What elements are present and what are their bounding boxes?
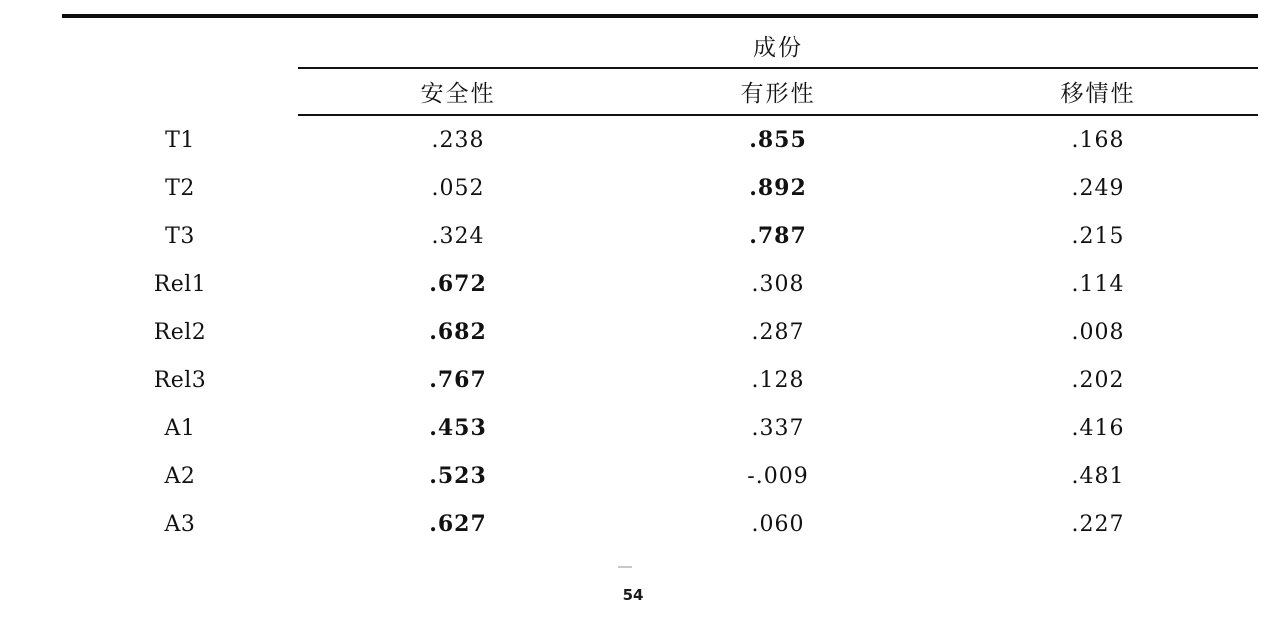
cell-value: .308 bbox=[751, 271, 805, 297]
cell-value: .168 bbox=[1071, 127, 1125, 153]
table-row bbox=[62, 452, 1258, 500]
table-row bbox=[62, 404, 1258, 452]
cell-value: .060 bbox=[751, 511, 805, 537]
cell-value: .892 bbox=[749, 175, 807, 201]
cell-value: .787 bbox=[749, 223, 807, 249]
group-header-row bbox=[62, 24, 1258, 66]
table-row bbox=[62, 356, 1258, 404]
row-label: Rel2 bbox=[153, 319, 207, 345]
cell-value: .682 bbox=[429, 319, 487, 345]
table-row bbox=[62, 212, 1258, 260]
row-label: T1 bbox=[165, 127, 195, 153]
cell-value: .523 bbox=[429, 463, 487, 489]
cell-value: .453 bbox=[429, 415, 487, 441]
row-label: A3 bbox=[164, 511, 196, 537]
table-body bbox=[62, 24, 1258, 548]
row-label: A1 bbox=[164, 415, 196, 441]
factor-loading-table bbox=[62, 24, 1258, 548]
clipped-page-header bbox=[0, 0, 1266, 6]
cell-value: .416 bbox=[1071, 415, 1125, 441]
cell-value: .855 bbox=[749, 127, 807, 153]
cell-value: .008 bbox=[1071, 319, 1125, 345]
table-row bbox=[62, 164, 1258, 212]
column-header-spacer bbox=[62, 69, 298, 113]
cell-value: .114 bbox=[1071, 271, 1125, 297]
table-row bbox=[62, 308, 1258, 356]
cell-value: .337 bbox=[751, 415, 805, 441]
cell-value: .324 bbox=[431, 223, 485, 249]
table-row bbox=[62, 500, 1258, 548]
cell-value: .215 bbox=[1071, 223, 1125, 249]
row-label: T3 bbox=[165, 223, 195, 249]
cell-value: .672 bbox=[429, 271, 487, 297]
cell-value: .627 bbox=[429, 511, 487, 537]
cell-value: .227 bbox=[1071, 511, 1125, 537]
group-header-label: 成份 bbox=[753, 34, 803, 61]
row-label: Rel3 bbox=[153, 367, 207, 393]
column-header-row bbox=[62, 69, 1258, 113]
table-row bbox=[62, 116, 1258, 164]
table-row bbox=[62, 260, 1258, 308]
page-number: 54 bbox=[622, 586, 644, 604]
column-header-3: 移情性 bbox=[1060, 80, 1136, 107]
cell-value: .287 bbox=[751, 319, 805, 345]
table-top-rule bbox=[62, 14, 1258, 18]
cell-value: -.009 bbox=[747, 463, 809, 489]
row-label: Rel1 bbox=[153, 271, 207, 297]
cell-value: .767 bbox=[429, 367, 487, 393]
row-label: T2 bbox=[165, 175, 195, 201]
column-header-1: 安全性 bbox=[420, 80, 496, 107]
group-header-spacer bbox=[62, 24, 298, 66]
cell-value: .249 bbox=[1071, 175, 1125, 201]
cell-value: .128 bbox=[751, 367, 805, 393]
column-header-2: 有形性 bbox=[740, 80, 816, 107]
cell-value: .052 bbox=[431, 175, 485, 201]
row-label: A2 bbox=[164, 463, 196, 489]
cell-value: .202 bbox=[1071, 367, 1125, 393]
cell-value: .238 bbox=[431, 127, 485, 153]
scan-artifact bbox=[618, 566, 632, 568]
cell-value: .481 bbox=[1071, 463, 1125, 489]
